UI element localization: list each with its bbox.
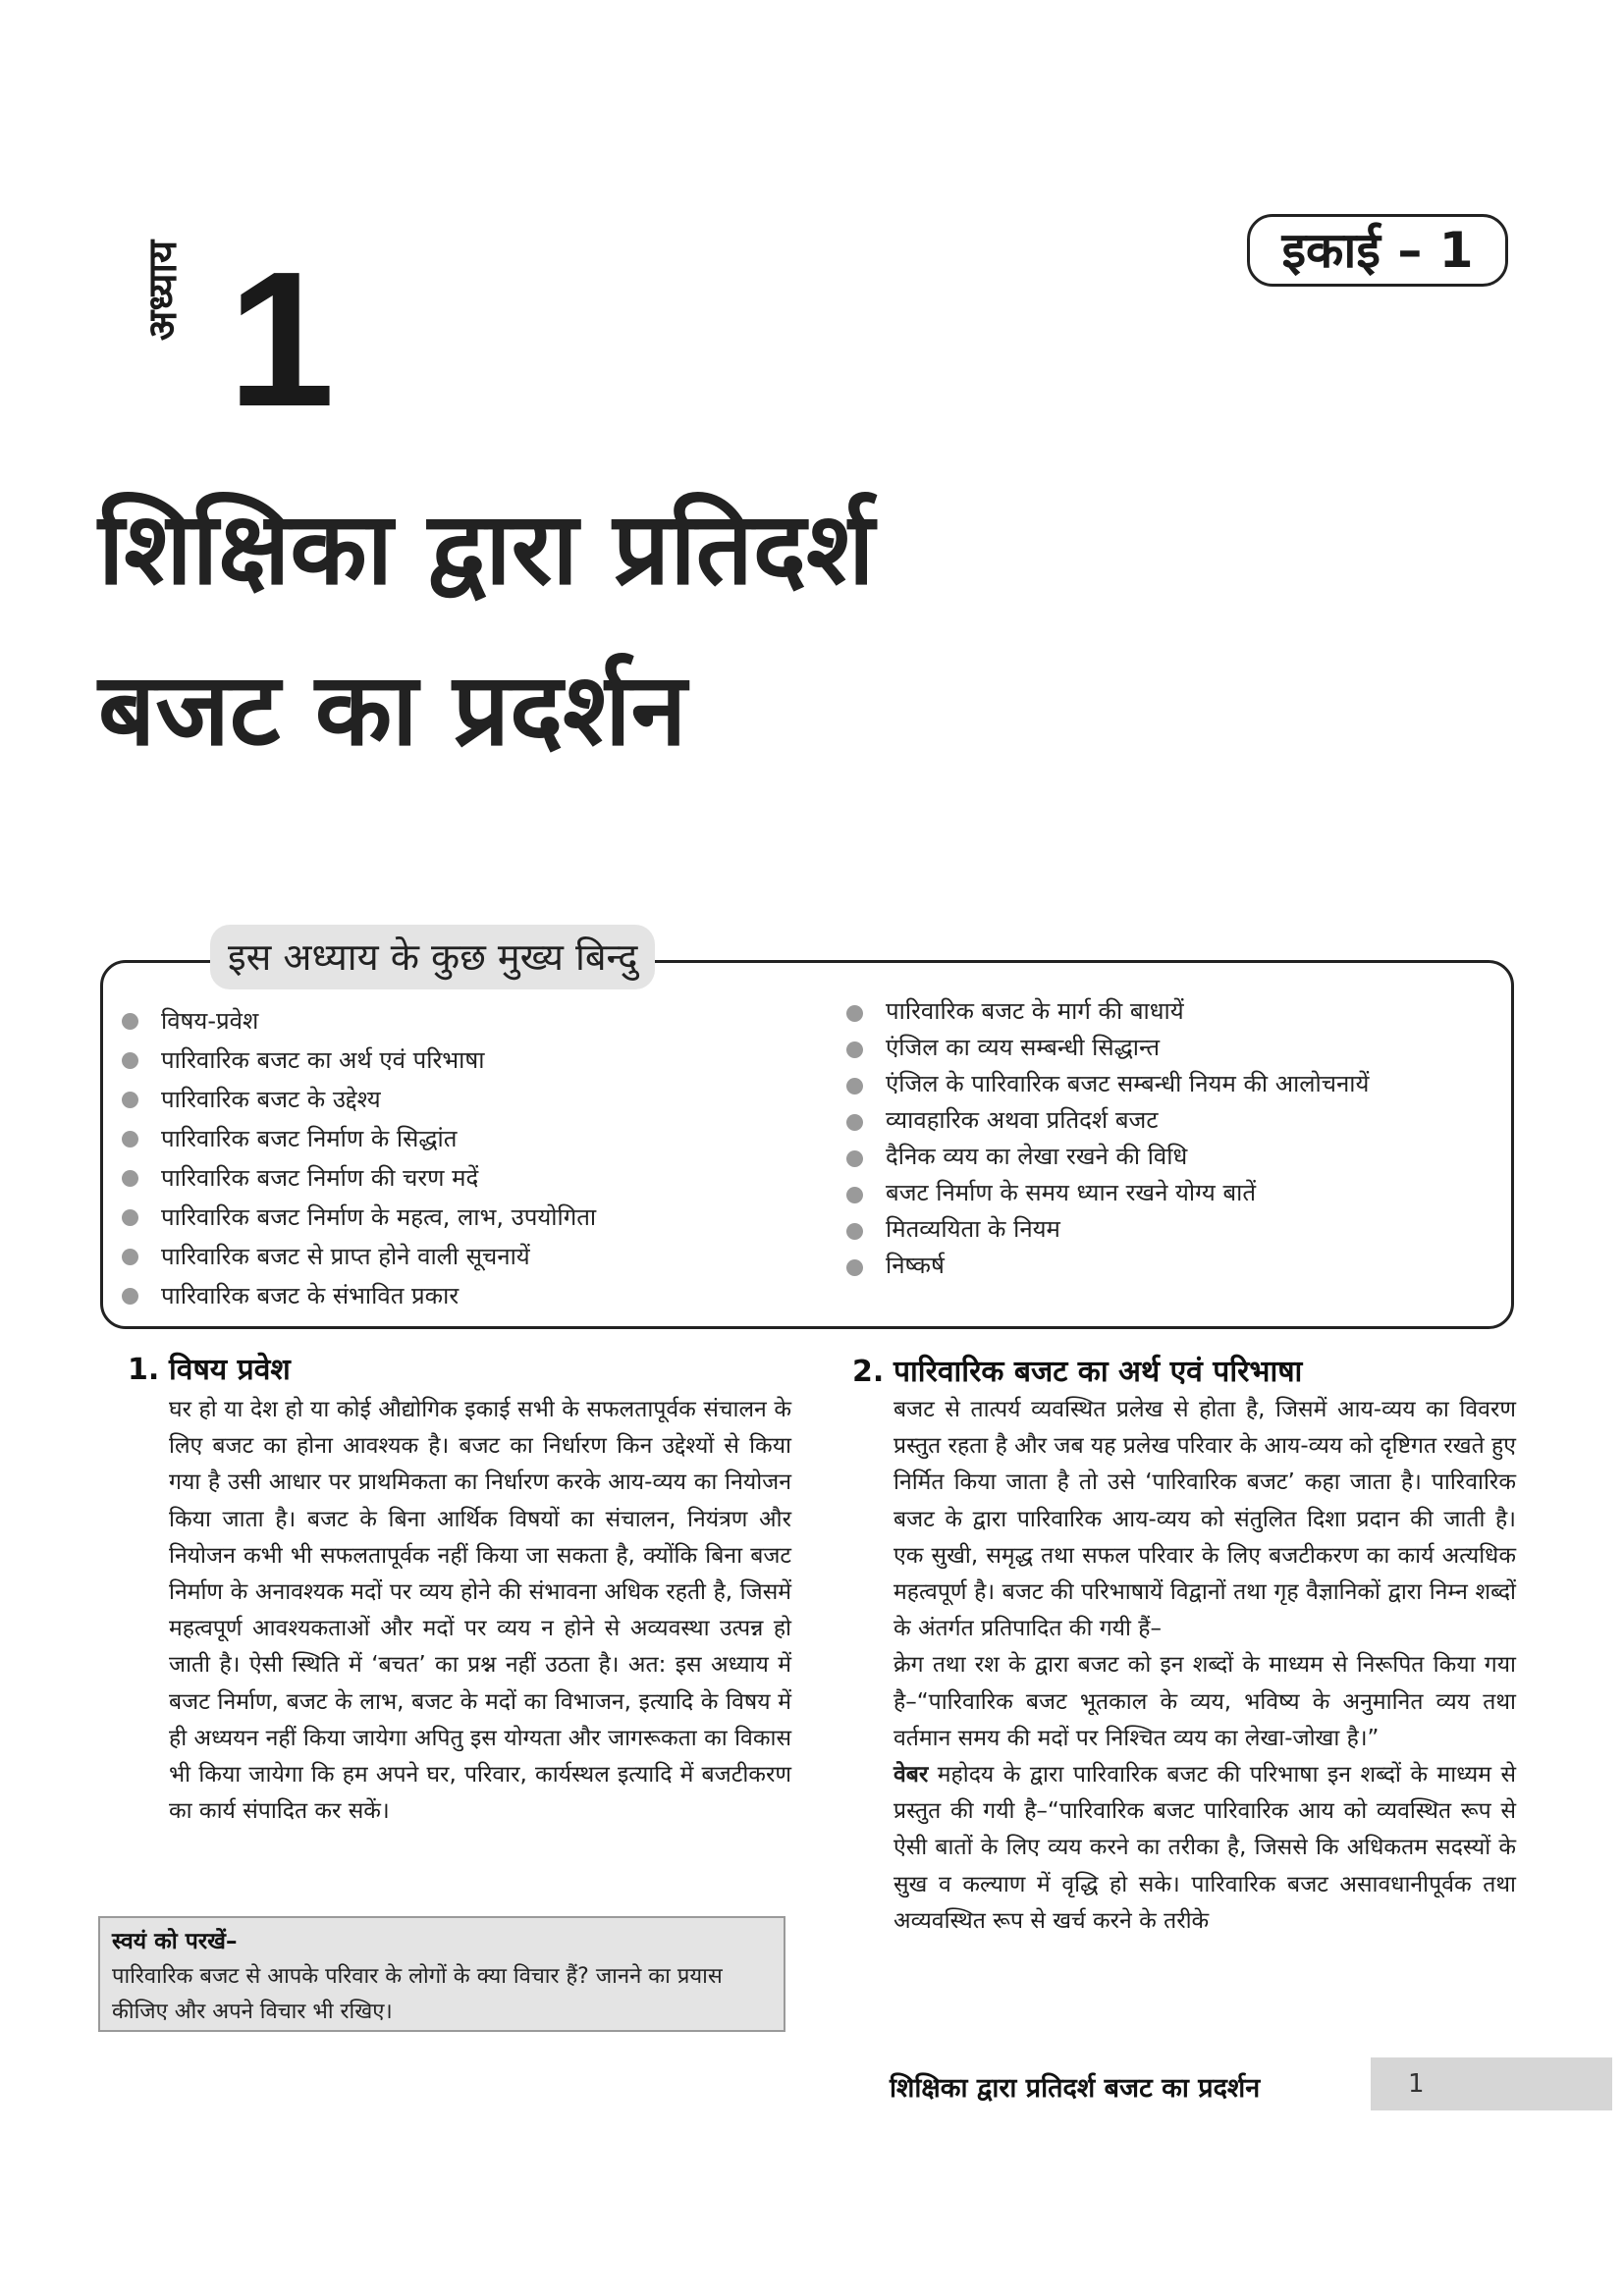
key-points-title: इस अध्याय के कुछ मुख्य बिन्दु: [210, 925, 655, 989]
key-point-item: एंजिल के पारिवारिक बजट सम्बन्धी नियम की आलोचनायें: [844, 1066, 1473, 1102]
chapter-number: 1: [228, 232, 336, 447]
key-point-item: विषय-प्रवेश: [120, 1001, 748, 1041]
section-1-body: घर हो या देश हो या कोई औद्योगिक इकाई सभी के सफलतापूर्वक संचालन के लिए बजट का होना आवश्यक है। बजट का निर्धारण किन उद्देश्यों से किया गया है उसी आधार पर प्राथमिकता का निर्धारण करके आय-व्यय का नियोजन किया जाता है। बजट के बिना आर्थिक विषयों का संचालन, नियंत्रण और नियोजन कभी भी सफलतापूर्वक नहीं किया जा सकता है, क्योंकि बिना बजट निर्माण के अनावश्यक मदों पर व्यय होने की संभावना अधिक रहती है, जिसमें महत्वपूर्ण आवश्यकताओं और मदों पर व्यय न होने से अव्यवस्था उत्पन्न हो जाती है। ऐसी स्थिति में ‘बचत’ का प्रश्न नहीं उठता है। अत: इस अध्याय में बजट निर्माण, बजट के लाभ, बजट के मदों का विभाजन, इत्यादि के विषय में ही अध्ययन नहीं किया जायेगा अपितु इस योग्यता और जागरूकता का विकास भी किया जायेगा कि हम अपने घर, परिवार, कार्यस्थल इत्यादि में बजटीकरण का कार्य संपादित कर सकें।: [169, 1397, 791, 1825]
key-point-item: एंजिल का व्यय सम्बन्धी सिद्धान्त: [844, 1030, 1473, 1066]
section-2-paragraph: बजट से तात्पर्य व्यवस्थित प्रलेख से होता है, जिसमें आय-व्यय का विवरण प्रस्तुत रहता है और जब यह प्रलेख परिवार के आय-व्यय को दृष्टिगत रखते हुए निर्मित किया जाता है तो उसे ‘पारिवारिक बजट’ कहा जाता है। पारिवारिक बजट के द्वारा पारिवारिक आय-व्यय को संतुलित दिशा प्रदान की जाती है। एक सुखी, समृद्ध तथा सफल परिवार के लिए बजटीकरण का कार्य अत्यधिक महत्वपूर्ण है। बजट की परिभाषायें विद्वानों तथा गृह वैज्ञानिकों द्वारा निम्न शब्दों के अंतर्गत प्रतिपादित की गयी हैं–: [893, 1397, 1516, 1642]
key-point-item: मितव्ययिता के नियम: [844, 1211, 1473, 1248]
section-2-body: [893, 1392, 1516, 1940]
section-1-number: 1.: [128, 1353, 160, 1387]
key-point-item: निष्कर्ष: [844, 1248, 1473, 1284]
page-number: 1: [1408, 2069, 1425, 2099]
section-2-paragraph: क्रेग तथा रश के द्वारा बजट को इन शब्दों के माध्यम से निरूपित किया गया है–“पारिवारिक बजट भूतकाल के व्यय, भविष्य के अनुमानित व्यय तथा वर्तमान समय की मदों पर निश्चित व्यय का लेखा-जोखा है।”: [893, 1652, 1516, 1751]
key-point-item: पारिवारिक बजट के मार्ग की बाधायें: [844, 993, 1473, 1030]
self-test-text: पारिवारिक बजट से आपके परिवार के लोगों के क्या विचार हैं? जानने का प्रयास कीजिए और अपने विचार भी रखिए।: [112, 1964, 723, 2024]
key-point-item: व्यावहारिक अथवा प्रतिदर्श बजट: [844, 1102, 1473, 1139]
key-point-item: दैनिक व्यय का लेखा रखने की विधि: [844, 1139, 1473, 1175]
chapter-label: अध्याय: [140, 240, 186, 342]
key-point-item: पारिवारिक बजट के संभावित प्रकार: [120, 1276, 748, 1315]
key-point-item: पारिवारिक बजट निर्माण के सिद्धांत: [120, 1119, 748, 1158]
section-2-paragraph-text: महोदय के द्वारा पारिवारिक बजट की परिभाषा इन शब्दों के माध्यम से प्रस्तुत की गयी है–“पारिवारिक बजट पारिवारिक आय को व्यवस्थित रूप से ऐसी बातों के लिए व्यय करने का तरीका है, जिससे कि अधिकतम सदस्यों के सुख व कल्याण में वृद्धि हो सके। पारिवारिक बजट असावधानीपूर्वक तथा अव्यवस्थित रूप से खर्च करने के तरीके: [893, 1762, 1516, 1934]
chapter-title: [98, 469, 1080, 791]
section-2-paragraph: [893, 1757, 1516, 1940]
section-2-heading: [852, 1353, 1302, 1392]
key-points-right-list: [844, 993, 1473, 1284]
key-point-item: पारिवारिक बजट से प्राप्त होने वाली सूचनायें: [120, 1237, 748, 1276]
unit-badge: इकाई – 1: [1247, 214, 1508, 287]
key-point-item: पारिवारिक बजट निर्माण के महत्व, लाभ, उपयोगिता: [120, 1198, 748, 1237]
key-point-item: पारिवारिक बजट के उद्देश्य: [120, 1080, 748, 1119]
key-point-item: बजट निर्माण के समय ध्यान रखने योग्य बातें: [844, 1175, 1473, 1211]
section-2-heading-text: पारिवारिक बजट का अर्थ एवं परिभाषा: [893, 1355, 1303, 1389]
section-2-number: 2.: [852, 1355, 885, 1389]
self-test-box: [98, 1916, 785, 2032]
section-2-lead-word: वेबर: [893, 1762, 929, 1789]
chapter-title-line-2: बजट का प्रदर्शन: [98, 652, 687, 769]
section-1-heading-text: विषय प्रवेश: [169, 1353, 291, 1387]
section-1-heading: [128, 1351, 291, 1390]
key-point-item: पारिवारिक बजट निर्माण की चरण मदें: [120, 1158, 748, 1198]
key-point-item: पारिवारिक बजट का अर्थ एवं परिभाषा: [120, 1041, 748, 1080]
self-test-title: स्वयं को परखें–: [112, 1929, 238, 1954]
footer-page-tab: [1371, 2057, 1612, 2110]
chapter-title-line-1: शिक्षिका द्वारा प्रतिदर्श: [98, 491, 875, 608]
key-points-left-list: [120, 1001, 748, 1315]
footer-title: शिक्षिका द्वारा प्रतिदर्श बजट का प्रदर्शन: [890, 2073, 1261, 2104]
